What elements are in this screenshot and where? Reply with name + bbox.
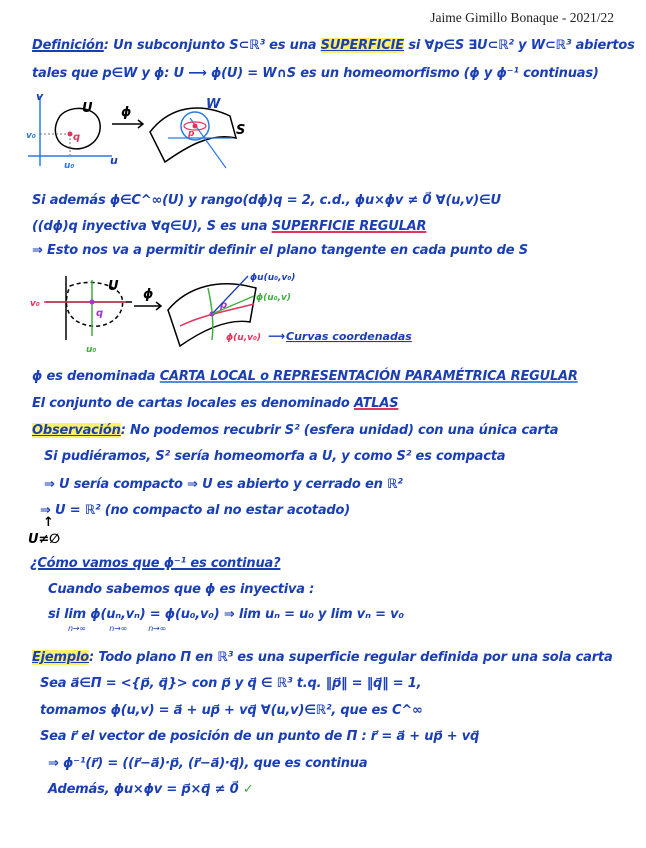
- regular-text: ((dϕ)q inyectiva ∀q∈U), S es una: [32, 219, 268, 234]
- s-label: S: [236, 123, 246, 138]
- uv-axes-2: [46, 276, 132, 340]
- continuity-question: ¿Cómo vamos que ϕ⁻¹ es continua?: [30, 556, 281, 571]
- observacion-line-3: ⇒ U sería compacto ⇒ U es abierto y cerrado en ℝ²: [44, 477, 403, 492]
- regular-line-2: [32, 219, 426, 234]
- observacion-line-2: Si pudiéramos, S² sería homeomorfa a U, y como S² es compacta: [44, 449, 506, 464]
- superficie-term: SUPERFICIE: [320, 38, 404, 53]
- carta-text: ϕ es denominada: [32, 369, 156, 384]
- w-label: W: [206, 97, 221, 112]
- ejemplo-line-5: ⇒ ϕ⁻¹(r⃗) = ((r⃗−a⃗)·p⃗, (r⃗−a⃗)·q⃗), que es continua: [48, 756, 368, 771]
- ejemplo-line-4: Sea r⃗ el vector de posición de un punto de Π : r⃗ = a⃗ + up⃗ + vq⃗: [40, 729, 480, 744]
- ejemplo-line-2: Sea a⃗∈Π = <{p⃗, q⃗}> con p⃗ y q⃗ ∈ ℝ³ t.q. ‖p⃗‖ = ‖q⃗‖ = 1,: [40, 676, 422, 691]
- u0-label-2: u₀: [86, 345, 97, 355]
- continuity-line-2: si lim ϕ(uₙ,vₙ) = ϕ(u₀,v₀) ⇒ lim uₙ = u₀ y lim vₙ = v₀: [48, 607, 404, 622]
- atlas-text: El conjunto de cartas locales es denominado: [32, 396, 350, 411]
- q-label-2: q: [96, 308, 104, 319]
- v0-label-2: v₀: [30, 299, 40, 309]
- atlas-term: ATLAS: [353, 396, 399, 411]
- u-nonempty: U≠∅: [28, 532, 60, 547]
- p-label: p: [188, 129, 195, 139]
- ejemplo-text: : Todo plano Π en ℝ³ es una superficie regular definida por una sola carta: [89, 650, 613, 665]
- definition-text-b: si ∀p∈S ∃U⊂ℝ² y W⊂ℝ³ abiertos: [408, 38, 635, 53]
- p-label-2: p: [220, 300, 228, 311]
- ejemplo-line-1: [32, 650, 613, 665]
- regular-line-3: ⇒ Esto nos va a permitir definir el plano tangente en cada punto de S: [32, 243, 528, 258]
- author-header: Jaime Gimillo Bonaque - 2021/22: [430, 10, 614, 25]
- diagram-coordinate-curves: [0, 266, 646, 362]
- definition-line-1: [32, 38, 635, 53]
- phi-v-label: ϕ(u₀,v): [256, 293, 292, 303]
- phi-map-label: ϕ: [121, 105, 132, 120]
- point-q-2: [90, 300, 95, 305]
- definition-text: : Un subconjunto S⊂ℝ³ es una: [103, 38, 317, 53]
- ejemplo-line-6: [48, 782, 254, 797]
- continuity-subscripts: n→∞ n→∞ n→∞: [68, 624, 167, 633]
- regular-line-1: Si además ϕ∈C^∞(U) y rango(dϕ)q = 2, c.d., ϕu×ϕv ≠ 0⃗ ∀(u,v)∈U: [32, 193, 501, 208]
- point-p: [193, 124, 198, 129]
- check-icon: ✓: [242, 782, 254, 797]
- u-axis-label: u: [110, 154, 118, 167]
- diagram-parametrization: [0, 88, 646, 188]
- v0-label: v₀: [26, 131, 36, 141]
- q-label: q: [73, 132, 81, 143]
- curvas-coordenadas: Curvas coordenadas: [286, 330, 412, 343]
- carta-line-1: [32, 369, 578, 384]
- phi-u-label: ϕu(u₀,v₀): [250, 273, 296, 283]
- point-q: [68, 132, 73, 137]
- phi-map-label-2: ϕ: [143, 287, 154, 302]
- observacion-line-4: ⇒ U = ℝ² (no compacto al no estar acotado): [40, 503, 350, 518]
- u0-label: u₀: [64, 161, 75, 171]
- arrow-up: ↑: [43, 515, 54, 530]
- ejemplo-label: Ejemplo: [32, 650, 89, 665]
- definition-label: Definición: [32, 38, 104, 53]
- carta-local-term: CARTA LOCAL o REPRESENTACIÓN PARAMÉTRICA REGULAR: [159, 369, 578, 384]
- ejemplo-cross-product: Además, ϕu×ϕv = p⃗×q⃗ ≠ 0⃗: [48, 782, 239, 797]
- superficie-regular-term: SUPERFICIE REGULAR: [271, 219, 427, 234]
- carta-line-2: [32, 396, 398, 411]
- observacion-text: : No podemos recubrir S² (esfera unidad) con una única carta: [120, 423, 559, 438]
- v-axis-label: v: [36, 90, 44, 103]
- observacion-label: Observación: [32, 423, 121, 438]
- definition-line-2: tales que p∈W y ϕ: U ⟶ ϕ(U) = W∩S es un homeomorfismo (ϕ y ϕ⁻¹ continuas): [32, 66, 599, 81]
- continuity-line-1: Cuando sabemos que ϕ es inyectiva :: [48, 582, 315, 597]
- domain-u-label: U: [82, 101, 93, 116]
- ejemplo-line-3: tomamos ϕ(u,v) = a⃗ + up⃗ + vq⃗ ∀(u,v)∈ℝ², que es C^∞: [40, 703, 423, 718]
- observacion-line-1: [32, 423, 558, 438]
- u-label-2: U: [108, 279, 119, 294]
- phi-curve-label: ϕ(u,v₀): [226, 333, 262, 343]
- arrow-label: ⟶: [268, 329, 286, 343]
